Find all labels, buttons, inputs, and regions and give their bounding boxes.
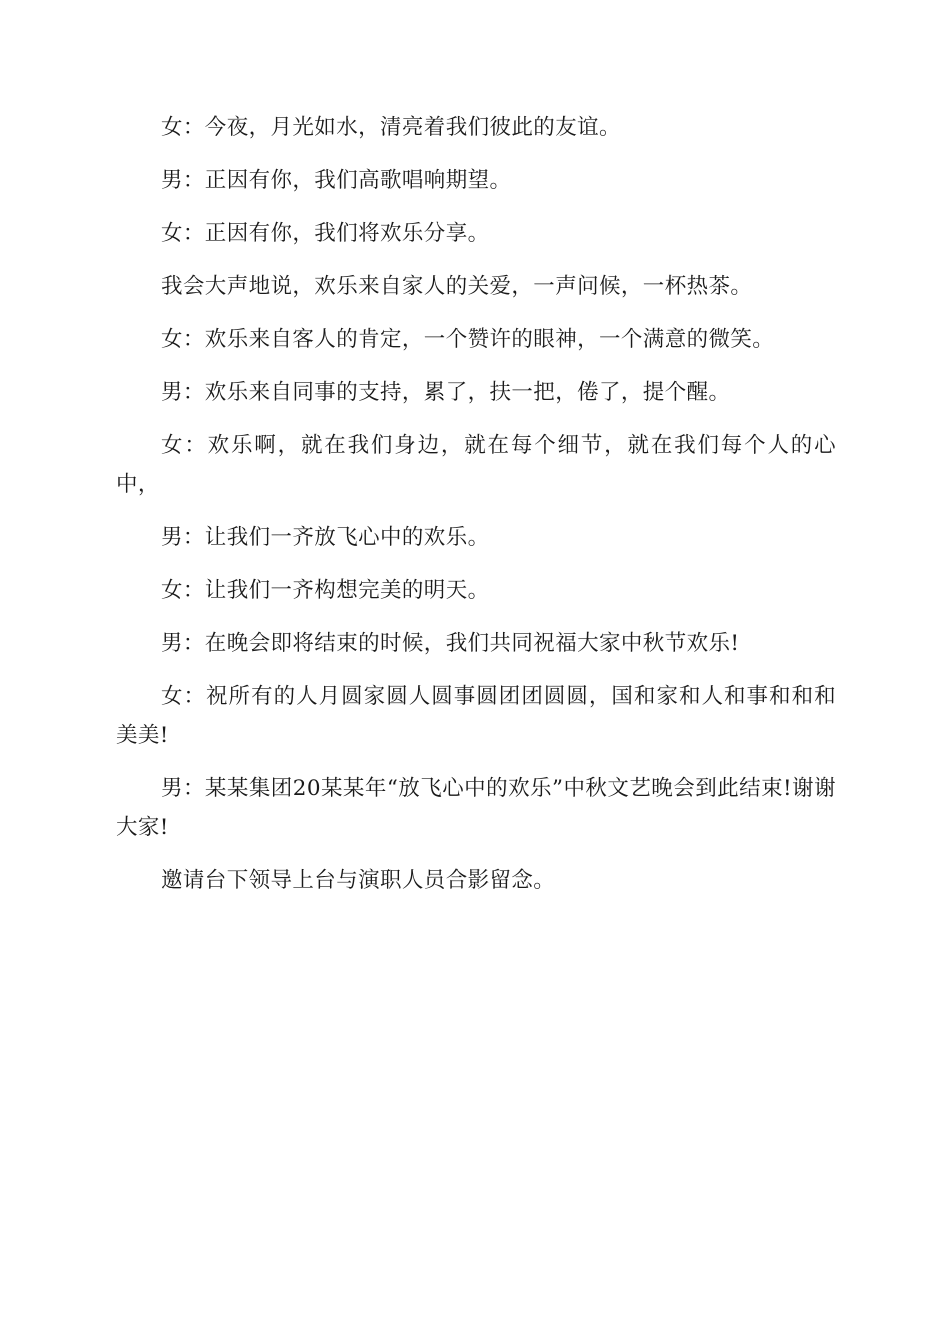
paragraph: 女：让我们一齐构想完美的明天。 — [161, 578, 490, 603]
paragraph: 女：欢乐啊，就在我们身边，就在每个细节，就在我们每个人的心中， — [116, 433, 836, 497]
paragraph: 女：今夜，月光如水，清亮着我们彼此的友谊。 — [161, 115, 621, 140]
paragraph: 女：祝所有的人月圆家圆人圆事圆团团圆圆，国和家和人和事和和和美美! — [116, 684, 836, 748]
paragraph: 男：在晚会即将结束的时候，我们共同祝福大家中秋节欢乐! — [161, 631, 740, 656]
paragraph: 男：让我们一齐放飞心中的欢乐。 — [161, 525, 490, 550]
paragraph: 男：正因有你，我们高歌唱响期望。 — [161, 168, 512, 193]
paragraph: 邀请台下领导上台与演职人员合影留念。 — [161, 868, 556, 893]
paragraph: 男：某某集团20某某年“放飞心中的欢乐”中秋文艺晚会到此结束!谢谢大家! — [116, 776, 836, 840]
paragraph: 女：欢乐来自客人的肯定，一个赞许的眼神，一个满意的微笑。 — [161, 327, 775, 352]
paragraph: 我会大声地说，欢乐来自家人的关爱，一声问候，一杯热茶。 — [161, 274, 753, 299]
document-body — [116, 108, 836, 914]
paragraph: 男：欢乐来自同事的支持，累了，扶一把，倦了，提个醒。 — [161, 380, 731, 405]
paragraph: 女：正因有你，我们将欢乐分享。 — [161, 221, 490, 246]
